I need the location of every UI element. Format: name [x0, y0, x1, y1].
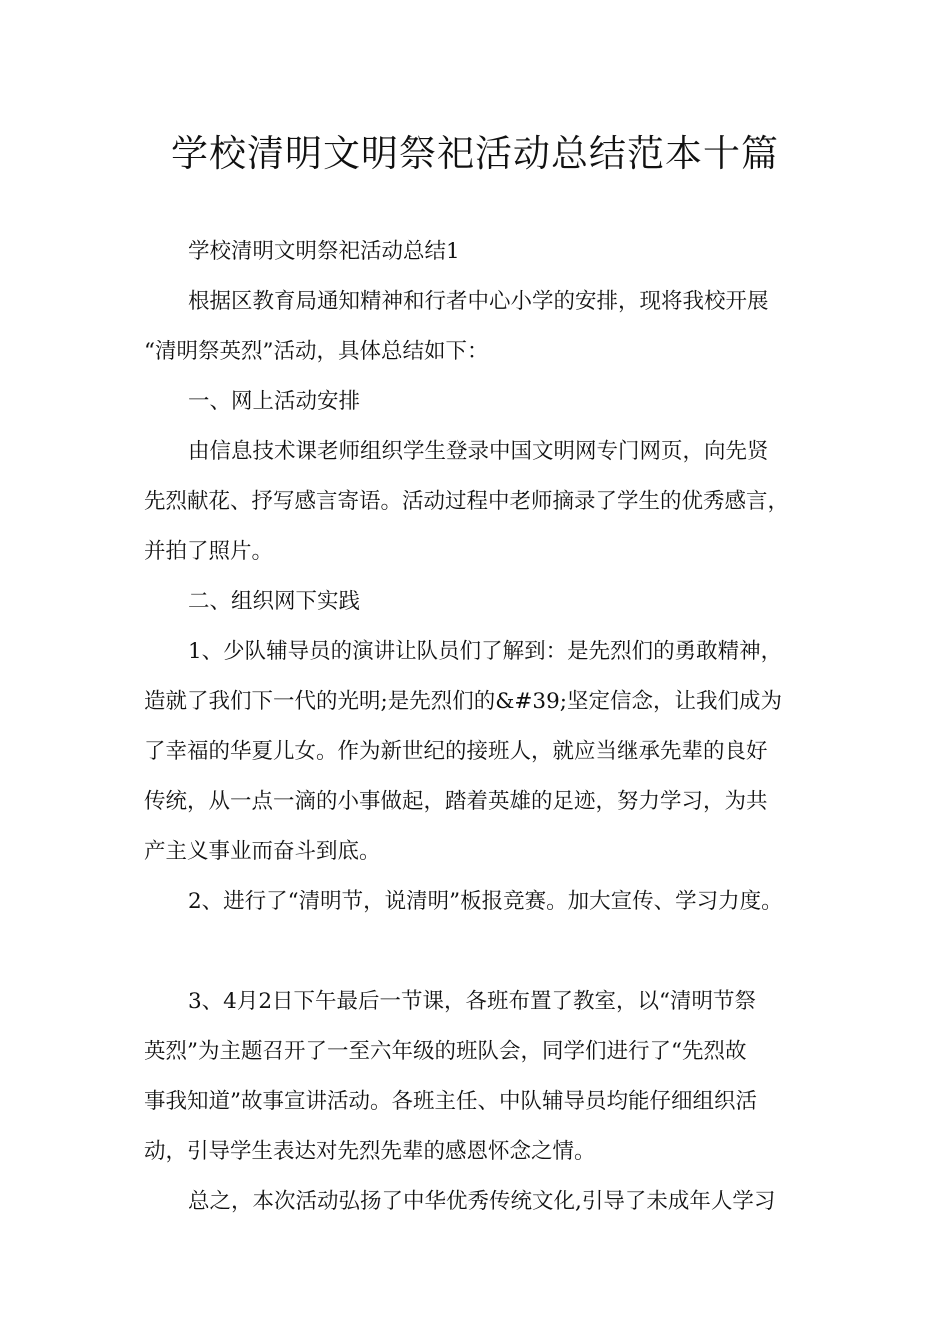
- subheading-offline-practice: 二、组织网下实践: [188, 589, 361, 614]
- paragraph-line: “清明祭英烈”活动，具体总结如下：: [144, 339, 489, 364]
- paragraph-line: 英烈”为主题召开了一至六年级的班队会，同学们进行了“先烈故: [144, 1039, 747, 1064]
- paragraph-line: 3、4月2日下午最后一节课，各班布置了教室，以“清明节祭: [188, 989, 757, 1014]
- paragraph-line: 传统，从一点一滴的小事做起，踏着英雄的足迹，努力学习，为共: [144, 789, 768, 814]
- paragraph-line: 由信息技术课老师组织学生登录中国文明网专门网页，向先贤: [188, 439, 769, 464]
- subheading-online-activities: 一、网上活动安排: [188, 389, 361, 414]
- paragraph-line: 根据区教育局通知精神和行者中心小学的安排，现将我校开展: [188, 289, 769, 314]
- paragraph-line: 总之，本次活动弘扬了中华优秀传统文化,引导了未成年人学习: [188, 1189, 776, 1214]
- paragraph-line: 并拍了照片。: [144, 539, 274, 564]
- paragraph-line: 动，引导学生表达对先烈先辈的感恩怀念之情。: [144, 1139, 596, 1164]
- paragraph-line: 1、少队辅导员的演讲让队员们了解到：是先烈们的勇敢精神，: [188, 639, 783, 664]
- paragraph-line: 2、进行了“清明节，说清明”板报竞赛。加大宣传、学习力度。: [188, 889, 783, 914]
- document-title: 学校清明文明祭祀活动总结范本十篇: [171, 132, 779, 175]
- section-heading-1: 学校清明文明祭祀活动总结1: [188, 239, 460, 264]
- paragraph-line: 产主义事业而奋斗到底。: [144, 839, 381, 864]
- paragraph-line: 造就了我们下一代的光明;是先烈们的&#39;坚定信念，让我们成为: [144, 689, 783, 714]
- paragraph-line: 先烈献花、抒写感言寄语。活动过程中老师摘录了学生的优秀感言，: [144, 489, 790, 514]
- paragraph-line: 事我知道”故事宣讲活动。各班主任、中队辅导员均能仔细组织活: [144, 1089, 757, 1114]
- paragraph-line: 了幸福的华夏儿女。作为新世纪的接班人，就应当继承先辈的良好: [144, 739, 768, 764]
